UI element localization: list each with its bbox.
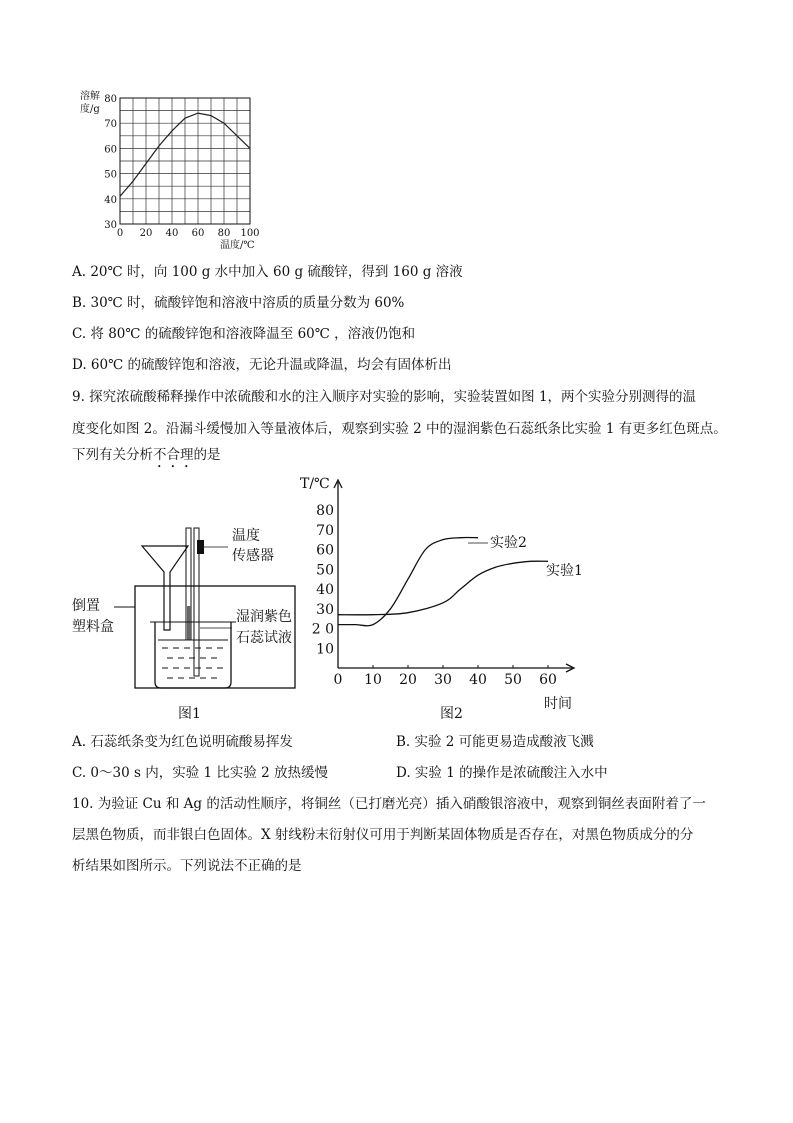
x-tick-label: 40 — [165, 228, 179, 239]
label-litmus-1: 湿润紫色 — [236, 609, 292, 625]
y-tick-label: 30 — [104, 220, 117, 231]
figure2-temperature-chart — [290, 470, 610, 725]
funnel — [142, 546, 188, 630]
temp-xlabel: 时间 — [544, 696, 572, 712]
solubility-grid — [120, 98, 250, 224]
series-label-exp1: 实验1 — [546, 563, 583, 579]
label-box-2: 塑料盒 — [72, 619, 114, 635]
q9-option-d: D. 实验 1 的操作是浓硫酸注入水中 — [396, 765, 608, 781]
x-tick-label: 80 — [217, 228, 231, 239]
temp-axes — [334, 480, 574, 672]
y-tick-label: 80 — [316, 503, 334, 519]
q8-option-b: B. 30℃ 时，硫酸锌饱和溶液中溶质的质量分数为 60% — [72, 295, 405, 311]
q8-option-d: D. 60℃ 的硫酸锌饱和溶液，无论升温或降温，均会有固体析出 — [72, 357, 452, 373]
liquid-in-beaker — [158, 640, 228, 678]
x-tick-label: 0 — [333, 672, 343, 688]
y-tick-label: 40 — [316, 582, 334, 598]
q9-option-a: A. 石蕊纸条变为红色说明硫酸易挥发 — [72, 734, 293, 750]
y-tick-label: 80 — [104, 94, 117, 105]
y-tick-label: 2 0 — [311, 621, 334, 638]
label-box-1: 倒置 — [72, 598, 100, 614]
y-tick-label: 50 — [104, 169, 117, 181]
solubility-ylabel-1: 溶解 — [80, 91, 100, 102]
solubility-ylabel-2: 度/g — [80, 104, 100, 115]
q9-option-c: C. 0～30 s 内，实验 1 比实验 2 放热缓慢 — [72, 765, 329, 781]
q9-stem-line2: 度变化如图 2。沿漏斗缓慢加入等量液体后，观察到实验 2 中的湿润紫色石蕊纸条比实验 1 有更多红色斑点。 — [72, 421, 727, 437]
x-tick-label: 50 — [504, 672, 522, 688]
q10-stem-line2: 层黑色物质，而非银白色固体。X 射线粉末衍射仪可用于判断某固体物质是否存在，对黑色物质成分的分 — [72, 827, 694, 843]
q10-stem-line1: 10. 为验证 Cu 和 Ag 的活动性顺序，将铜丝（已打磨光亮）插入硝酸银溶液中，观察到铜丝表面附着了一 — [72, 796, 706, 812]
x-tick-label: 60 — [191, 228, 205, 239]
q8-option-c: C. 将 80℃ 的硫酸锌饱和溶液降温至 60℃ ，溶液仍饱和 — [72, 326, 416, 342]
figure2-caption: 图2 — [440, 706, 463, 722]
figure1-apparatus — [70, 520, 320, 725]
figure1-caption: 图1 — [178, 706, 201, 722]
q9-option-b: B. 实验 2 可能更易造成酸液飞溅 — [396, 734, 594, 750]
x-tick-label: 20 — [139, 228, 153, 239]
temp-sensor-block — [197, 540, 204, 554]
y-tick-label: 10 — [316, 641, 334, 658]
x-tick-label: 10 — [364, 672, 382, 688]
solubility-x-ticks — [117, 228, 260, 239]
x-tick-label: 30 — [434, 672, 452, 688]
label-temp-1: 温度 — [232, 528, 260, 544]
q8-option-a: A. 20℃ 时，向 100 g 水中加入 60 g 硫酸锌，得到 160 g 溶液 — [72, 264, 463, 280]
label-temp-2: 传感器 — [232, 548, 274, 564]
x-tick-label: 60 — [539, 672, 557, 688]
x-tick-label: 0 — [116, 228, 124, 239]
q9-stem-line1: 9. 探究浓硫酸稀释操作中浓硫酸和水的注入顺序对实验的影响，实验装置如图 1，两个实验分别测得的温 — [72, 389, 697, 405]
q9-emphasis: 不合理 — [153, 447, 194, 463]
label-litmus-2: 石蕊试液 — [236, 630, 292, 646]
y-tick-label: 70 — [316, 522, 334, 539]
series-label-exp2: 实验2 — [490, 535, 527, 551]
y-tick-label: 50 — [316, 562, 334, 579]
q9-stem-prefix: 下列有关分析 — [72, 447, 153, 463]
solubility-chart — [72, 88, 272, 253]
y-tick-label: 30 — [316, 601, 334, 618]
solubility-xlabel: 温度/℃ — [220, 240, 255, 251]
series-experiment-1 — [338, 561, 548, 615]
temp-ylabel: T/℃ — [300, 476, 330, 492]
y-tick-label: 60 — [316, 542, 334, 559]
y-tick-label: 40 — [104, 194, 117, 206]
q9-stem-line3 — [72, 446, 221, 471]
x-tick-label: 20 — [399, 672, 417, 688]
q10-stem-line3: 析结果如图所示。下列说法不正确的是 — [72, 858, 302, 874]
y-tick-label: 60 — [104, 144, 117, 156]
litmus-strip — [187, 606, 191, 640]
temp-y-ticks — [312, 503, 334, 657]
solubility-y-ticks — [104, 94, 117, 231]
y-tick-label: 70 — [104, 119, 117, 131]
x-tick-label: 40 — [469, 672, 487, 688]
x-tick-label: 100 — [240, 228, 260, 239]
q9-stem-suffix: 的是 — [193, 447, 221, 463]
